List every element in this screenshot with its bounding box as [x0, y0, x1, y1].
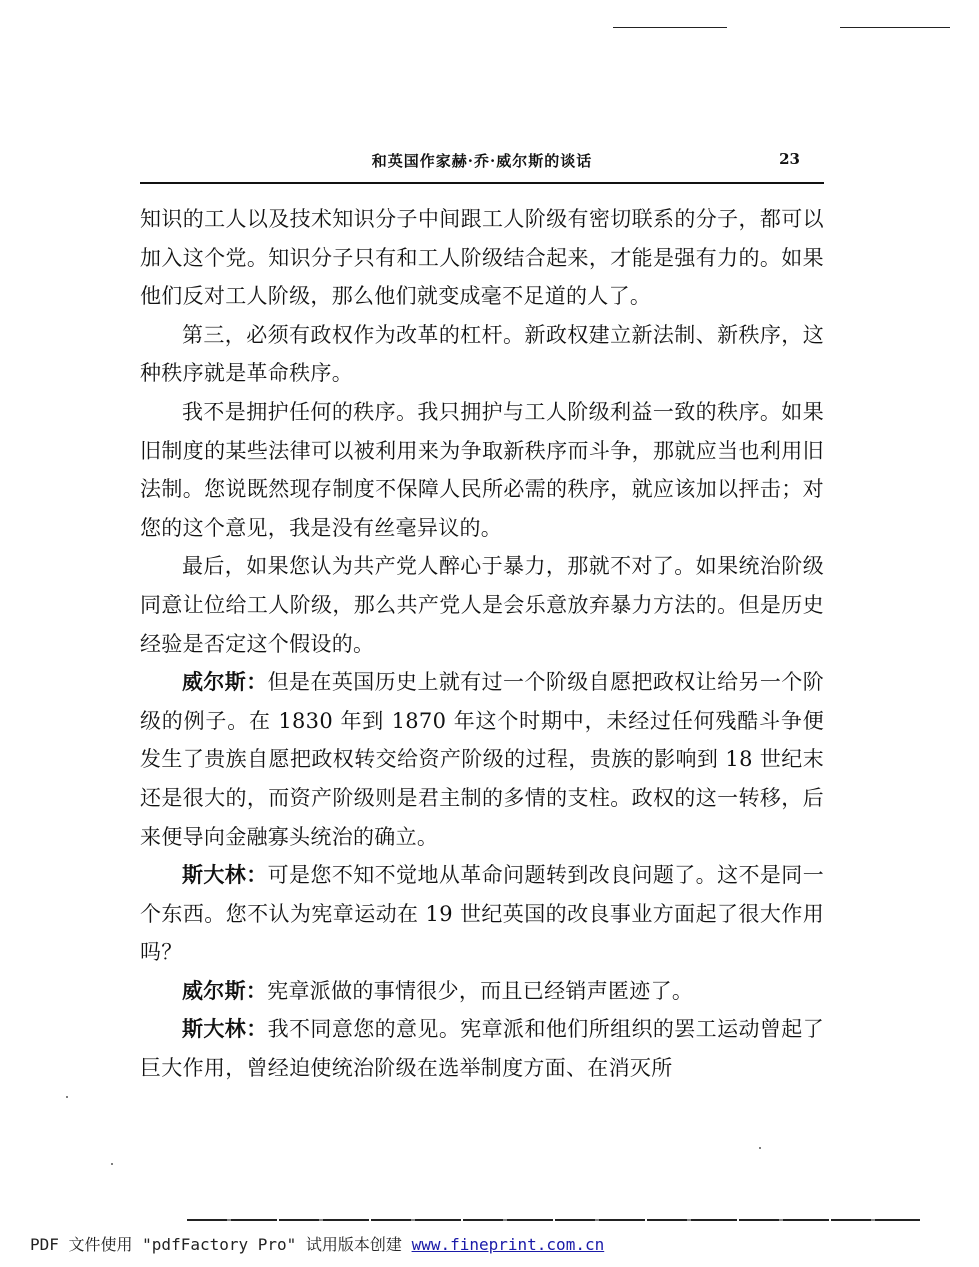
- paragraph-8: [140, 1010, 824, 1087]
- paragraph-3: 我不是拥护任何的秩序。我只拥护与工人阶级利益一致的秩序。如果旧制度的某些法律可以被利用来为争取新秩序而斗争，那就应当也利用旧法制。您说既然现存制度不保障人民所必需的秩序，就应该加以抨击；对您的这个意见，我是没有丝毫异议的。: [140, 399, 824, 540]
- speaker-label: 威尔斯：: [182, 669, 268, 695]
- top-rule-left: [613, 27, 727, 28]
- speaker-label: 斯大林：: [182, 862, 268, 888]
- footer-text: PDF 文件使用 "pdfFactory Pro" 试用版本创建: [30, 1235, 412, 1254]
- paragraph-2: 第三，必须有政权作为改革的杠杆。新政权建立新法制、新秩序，这种秩序就是革命秩序。: [140, 322, 824, 386]
- paragraph-7: [140, 972, 824, 1011]
- paragraph-4: 最后，如果您认为共产党人醉心于暴力，那就不对了。如果统治阶级同意让位给工人阶级，那么共产党人是会乐意放弃暴力方法的。但是历史经验是否定这个假设的。: [140, 554, 824, 656]
- paragraph-7-text: 宪章派做的事情很少，而且已经销声匿迹了。: [267, 978, 694, 1003]
- paragraph-6-text: 可是您不知不觉地从革命问题转到改良问题了。这不是同一个东西。您不认为宪章运动在 19 世纪英国的改良事业方面起了很大作用吗？: [140, 863, 824, 965]
- paragraph-1: 知识的工人以及技术知识分子中间跟工人阶级有密切联系的分子，都可以加入这个党。知识分子只有和工人阶级结合起来，才能是强有力的。如果他们反对工人阶级，那么他们就变成毫不足道的人了。: [140, 207, 824, 309]
- header-rule: [140, 182, 824, 184]
- paragraph-5-text: 但是在英国历史上就有过一个阶级自愿把政权让给另一个阶级的例子。在 1830 年到 1870 年这个时期中，未经过任何残酷斗争便发生了贵族自愿把政权转交给资产阶级的过程，贵族的影响到 18 世纪末还是很大的，而资产阶级则是君主制的多情的支柱。政权的这一转移，后来便导向金融寡头统治的确立。: [140, 670, 824, 849]
- paragraph-5: [140, 663, 824, 856]
- bottom-rule: [187, 1219, 920, 1221]
- speaker-label: 斯大林：: [182, 1016, 268, 1042]
- paragraph-8-text: 我不同意您的意见。宪章派和他们所组织的罢工运动曾起了巨大作用，曾经迫使统治阶级在选举制度方面、在消灭所: [140, 1017, 824, 1081]
- scan-speck: [759, 1147, 761, 1149]
- body-text: [140, 200, 824, 1088]
- running-header: [140, 150, 824, 178]
- page-number: 23: [779, 150, 800, 168]
- scan-speck: [66, 1096, 68, 1098]
- pdf-footer: [30, 1232, 604, 1255]
- speaker-label: 威尔斯：: [182, 977, 268, 1003]
- footer-link[interactable]: www.fineprint.com.cn: [411, 1235, 605, 1254]
- header-title: 和英国作家赫·乔·威尔斯的谈话: [371, 152, 593, 170]
- scan-speck: [111, 1163, 113, 1165]
- top-rule-right: [840, 27, 950, 28]
- paragraph-6: [140, 856, 824, 972]
